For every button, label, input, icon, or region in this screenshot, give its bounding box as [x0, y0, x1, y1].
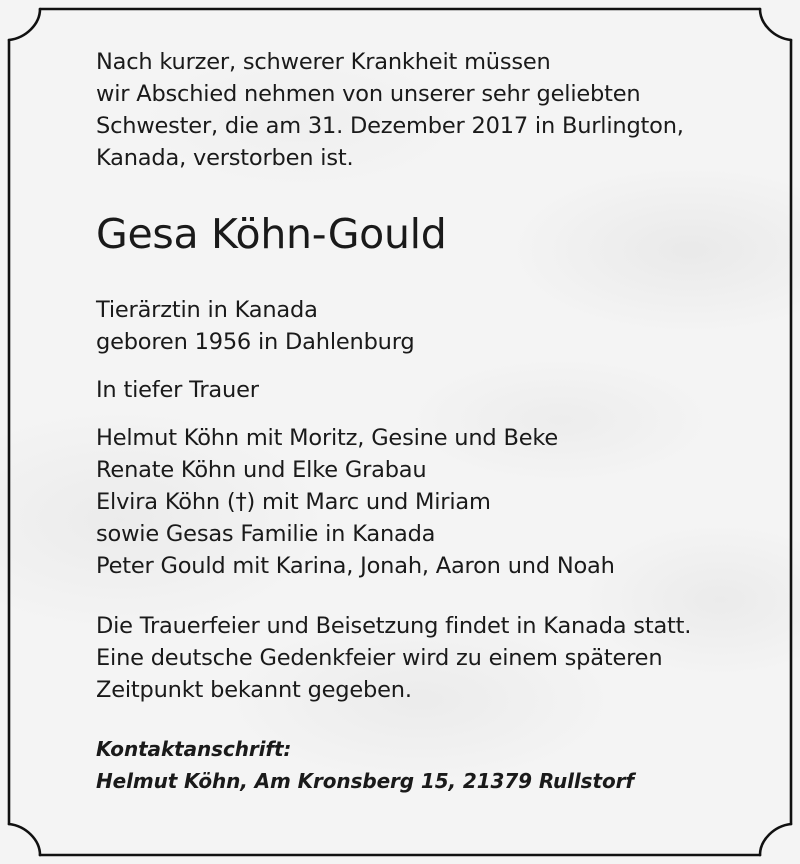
notice-line: Eine deutsche Gedenkfeier wird zu einem späteren — [96, 645, 663, 671]
notice-line: Die Trauerfeier und Beisetzung findet in Kanada statt. — [96, 613, 692, 639]
notice-line: Zeitpunkt bekannt gegeben. — [96, 677, 412, 703]
obituary-text — [96, 46, 776, 797]
deceased-details — [96, 294, 776, 358]
intro-paragraph — [96, 46, 776, 174]
family-line: Helmut Köhn mit Moritz, Gesine und Beke — [96, 425, 559, 451]
funeral-notice — [96, 610, 776, 706]
family-line: sowie Gesas Familie in Kanada — [96, 521, 436, 547]
family-list — [96, 422, 776, 582]
contact-label: Kontaktanschrift: — [96, 737, 292, 761]
detail-line: Tierärztin in Kanada — [96, 297, 318, 323]
family-line: Renate Köhn und Elke Grabau — [96, 457, 427, 483]
contact-block — [96, 733, 776, 797]
family-line: Peter Gould mit Karina, Jonah, Aaron und Noah — [96, 553, 615, 579]
family-line: Elvira Köhn (†) mit Marc und Miriam — [96, 489, 491, 515]
mourning-text: In tiefer Trauer — [96, 377, 259, 403]
contact-address: Helmut Köhn, Am Kronsberg 15, 21379 Rullstorf — [96, 769, 634, 793]
intro-line: Nach kurzer, schwerer Krankheit müssen — [96, 49, 551, 75]
detail-line: geboren 1956 in Dahlenburg — [96, 329, 415, 355]
deceased-name: Gesa Köhn-Gould — [96, 210, 447, 258]
intro-line: wir Abschied nehmen von unserer sehr geliebten — [96, 81, 641, 107]
mourning-line — [96, 374, 776, 406]
intro-line: Schwester, die am 31. Dezember 2017 in Burlington, — [96, 113, 684, 139]
intro-line: Kanada, verstorben ist. — [96, 145, 354, 171]
